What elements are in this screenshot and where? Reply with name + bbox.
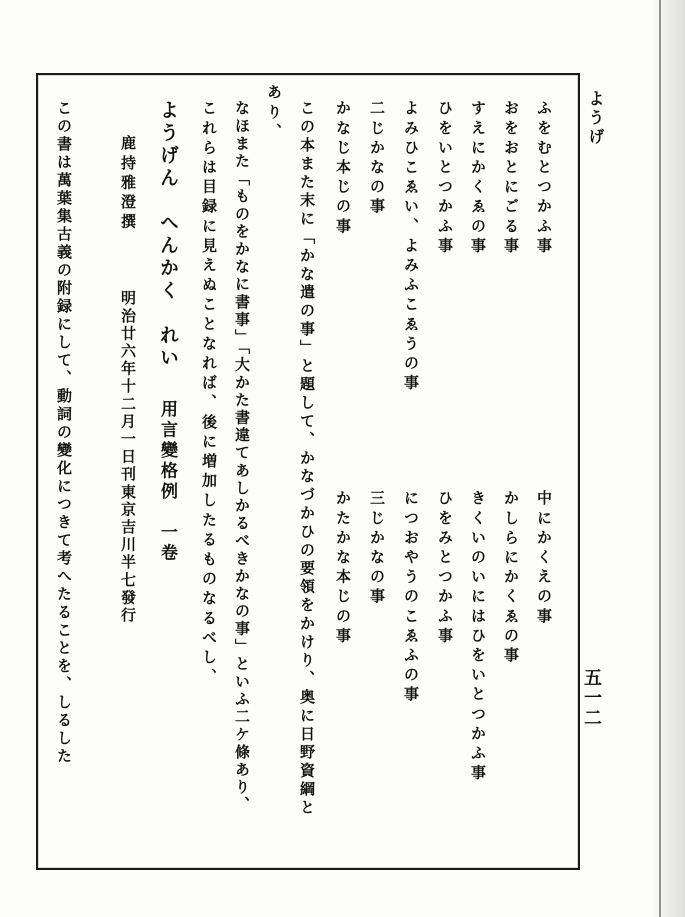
list-item-lower: につおやうのこゑふの事 — [402, 490, 420, 706]
list-item-lower: かたかな本じの事 — [334, 490, 352, 647]
list-item-lower: きくいのいにはひをいとつかふ事 — [469, 490, 487, 784]
running-title: ようげ — [586, 90, 605, 147]
list-item-lower: 三じかなの事 — [368, 490, 386, 608]
list-item-upper: ふをむとつかふ事 — [535, 100, 553, 257]
list-item-lower: かしらにかくゑの事 — [502, 490, 520, 667]
list-item-upper: かなじ本じの事 — [334, 100, 352, 238]
entry-author: 鹿持雅澄撰 — [119, 135, 137, 233]
entry-title-kanji: 用言變格例 一卷 — [157, 400, 177, 564]
entry-publication: 明治廿六年十二月一日刊東京吉川半七發行 — [119, 290, 137, 625]
entry-description: この書は萬葉集古義の附録にして、動詞の變化につきて考へたることを、しるした — [55, 100, 73, 766]
paragraph-line: これらは目録に見えぬことなれば、後に増加したるものなるべし、 — [200, 100, 218, 688]
list-item-upper: おをおとにごる事 — [502, 100, 520, 257]
list-item-lower: ひをみとつかふ事 — [436, 490, 454, 647]
entry-title: ようげん へんかく れい — [157, 100, 179, 370]
list-item-upper: ひをいとつかふ事 — [436, 100, 454, 257]
list-item-upper: すえにかくゑの事 — [469, 100, 487, 257]
paragraph-line: なほまた「ものをかなに書事」「大かた書違てあしかるべきかなの事」といふ二ケ條あり、 — [233, 100, 251, 815]
scan-edge-shadow — [651, 0, 685, 917]
list-item-lower: 中にかくえの事 — [535, 490, 553, 628]
paragraph-line: あり、 — [265, 84, 283, 143]
list-item-upper: よみひこゑい、よみふこゑうの事 — [402, 100, 420, 394]
paragraph-line: この本また末に「かな遣の事」と題して、かなづかひの要領をかけり、奥に日野資綱と — [298, 100, 316, 818]
page-number: 五一二 — [581, 668, 602, 728]
list-item-upper: 二じかなの事 — [368, 100, 386, 218]
